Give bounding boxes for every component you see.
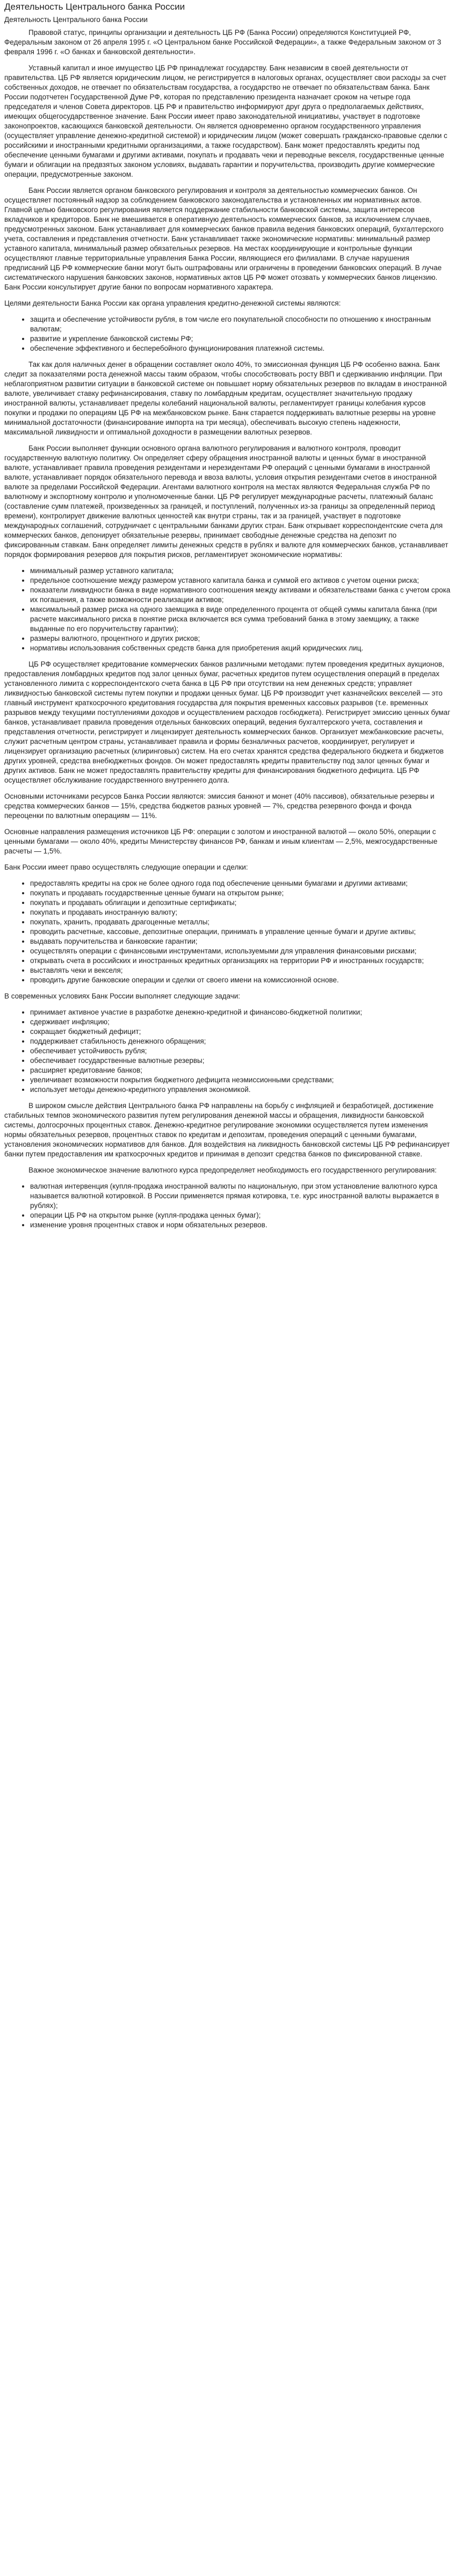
list-item: • валютная интервенция (купля-продажа иностранной валюты по национальную, при этом установление валютного курса называется валютной котировкой. В России применяется прямая котировка, т.е. курс иностранной валюты выражается в рублях);: [30, 1182, 451, 1211]
list-item: • открывать счета в российских и иностранных кредитных организациях на территории РФ и иностранных государств;: [30, 956, 451, 966]
list-item: • сокращает бюджетный дефицит;: [30, 1027, 451, 1037]
list-item: • нормативы использования собственных средств банка для приобретения акций юридических лиц.: [30, 643, 451, 653]
paragraph: Уставный капитал и иное имущество ЦБ РФ принадлежат государству. Банк независим в своей деятельности от правительства. ЦБ РФ является юридическим лицом, не регистрируется в налоговых органах, осуществляет свои расходы за счет собственных доходов, не отвечает по обязательствам государства, а государство не отвечает по обязательствам банка. Банк России подотчетен Государственной Думе РФ, которая по представлению президента назначает сроком на четыре года председателя и членов Совета директоров. ЦБ РФ и правительство информируют друг друга о предполагаемых действиях, имеющих общегосударственное значение. Банк России имеет право законодательной инициативы, участвует в подготовке законопроектов, касающихся банковской деятельности. Он является одновременно органом государственного управления (осуществляет управление денежно-кредитной системой) и юридическим лицом (может совершать гражданско-правовые сделки с российскими и иностранными кредитными организациями, а также государством). Банк может предоставлять кредиты под обеспечение ценными бумагами и другими активами, покупать и продавать чеки и переводные векселя, государственные ценные бумаги и облигации на предвзятых законом условиях, выдавать гарантии и поручительства, производить другие коммерческие операции, предусмотренные законом.: [4, 64, 447, 178]
paragraph: В современных условиях Банк России выполняет следующие задачи:: [4, 992, 241, 1000]
list-item: • проводить другие банковские операции и сделки от своего имени на комиссионной основе.: [30, 975, 451, 985]
list-item: • защита и обеспечение устойчивости рубля, в том числе его покупательной способности по отношению к иностранным валютам;: [30, 315, 451, 334]
list-item: • обеспечивает государственные валютные резервы;: [30, 1056, 451, 1066]
bullet-list: [4, 1182, 451, 1230]
list-item: • обеспечивает устойчивость рубля;: [30, 1046, 451, 1056]
list-item: • операции ЦБ РФ на открытом рынке (купля-продажа ценных бумаг);: [30, 1211, 451, 1220]
paragraph: Целями деятельности Банка России как органа управления кредитно-денежной системы являются:: [4, 299, 341, 307]
list-item: • покупать и продавать облигации и депозитные сертификаты;: [30, 898, 451, 908]
list-item: • минимальный размер уставного капитала;: [30, 566, 451, 576]
paragraph: Основные направления размещения источников ЦБ РФ: операции с золотом и иностранной валютой — около 50%, операции с ценными бумагами — около 40%, кредиты Министерству финансов РФ, банкам и иным клиентам — 2,5%, межгосударственные расчеты — 1,5%.: [4, 828, 438, 855]
document-page: [0, 0, 455, 1242]
list-item: • осуществлять операции с финансовыми инструментами, используемыми для управления финансовыми рисками;: [30, 946, 451, 956]
list-item: • предельное соотношение между размером уставного капитала банка и суммой его активов с учетом оценки риска;: [30, 576, 451, 585]
list-item: • расширяет кредитование банков;: [30, 1066, 451, 1075]
page-title: Деятельность Центрального банка России: [4, 2, 185, 12]
article-body: [4, 28, 451, 1230]
list-item: • выдавать поручительства и банковские гарантии;: [30, 937, 451, 946]
list-item: • показатели ликвидности банка в виде нормативного соотношения между активами и обязательствами банка с учетом срока их погашения, а также возможности реализации активов;: [30, 585, 451, 605]
list-item: • максимальный размер риска на одного заемщика в виде определенного процента от общей суммы капитала банка (при расчете максимального риска в понятие риска включается вся сумма требований банка в этому заемщику, а также выданные по его поручительству гарантии);: [30, 605, 451, 634]
list-item: • использует методы денежно-кредитного управления экономикой.: [30, 1085, 451, 1095]
list-item: • обеспечение эффективного и бесперебойного функционирования платежной системы.: [30, 344, 451, 353]
list-item: • размеры валютного, процентного и других рисков;: [30, 634, 451, 643]
paragraph: Банк России выполняет функции основного органа валютного регулирования и валютного контроля, проводит государственную валютную политику. Он определяет сферу обращения иностранной валюты и ценных бумаг в иностранной валюте, устанавливает правила проведения резидентами и нерезидентами РФ операций с ценными бумагами в иностранной валюте, устанавливает порядок обязательного перевода и ввоза валюты, условия открытия резидентами счетов в иностранной валюте за пределами Российской Федерации. Агентами валютного контроля на местах являются Федеральная служба РФ по валютному и экспортному контролю и уполномоченные банки. ЦБ РФ регулирует международные расчеты, платежный баланс (составление сумм платежей, произведенных за границей, и поступлений, полученных из-за границы за определенный период времени), контролирует движение валютных ценностей как внутри страны, так и за границей, участвует в подготовке международных соглашений, сотрудничает с центральными банками других стран. Банк открывает корреспондентские счета для коммерческих банков, депонирует обязательные резервы, принимает свободные денежные средства на депозит по фиксированным ставкам. Банк определяет лимиты денежных средств в рублях и валюте для коммерческих банков, устанавливает порядок формирования резервов для покрытия рисков, регламентирует экономические нормативы:: [4, 444, 449, 559]
list-item: • поддерживает стабильность денежного обращения;: [30, 1037, 451, 1046]
list-item: • покупать, хранить, продавать драгоценные металлы;: [30, 917, 451, 927]
paragraph: Банк России имеет право осуществлять следующие операции и сделки:: [4, 863, 248, 871]
list-item: • предоставлять кредиты на срок не более одного года под обеспечение ценными бумагами и другими активами;: [30, 879, 451, 888]
list-item: • сдерживает инфляцию;: [30, 1017, 451, 1027]
bullet-list: [4, 879, 451, 985]
paragraph: Правовой статус, принципы организации и деятельность ЦБ РФ (Банка России) определяются Конституцией РФ, Федеральным законом от 26 апреля 1995 г. «О Центральном банке Российской Федерации», а также Федеральным законом от 3 февраля 1996 г. «О банках и банковской деятельности».: [4, 28, 442, 56]
list-item: • выставлять чеки и векселя;: [30, 966, 451, 975]
list-item: • увеличивает возможности покрытия бюджетного дефицита неэмиссионными средствами;: [30, 1075, 451, 1085]
paragraph: ЦБ РФ осуществляет кредитование коммерческих банков различными методами: путем проведения кредитных аукционов, предоставления ломбардных кредитов под залог ценных бумаг, расчетных кредитов путем осуществления операций в пределах установленного лимита с корреспондентского счета банка в ЦБ РФ при отсутствии на нем денежных средств; управляет ликвидностью банковской системы путем покупки и продажи ценных бумаг. ЦБ РФ производит учет казначейских векселей — это главный инструмент краткосрочного кредитования государства для покрытия временных кассовых разрывов (т.е. временных разрывов между текущими поступлениями доходов и осуществлением расходов госбюджета). Регистрирует эмиссию ценных бумаг банков, устанавливает правила проведения отдельных банковских операций, ведения бухгалтерского учета, составления и представления отчетности, регистрирует и лицензирует деятельность коммерческих банков. Организует межбанковские расчеты, служит расчетным центром страны, устанавливает правила и формы безналичных расчетов, координирует, регулирует и лицензирует организацию расчетных (клиринговых) систем. На его счетах хранятся средства федерального бюджета и бюджетов других уровней, средства внебюджетных фондов. Он может предоставлять кредиты правительству под залог ценных бумаг и других активов. Банк не может предоставлять правительству кредиты для финансирования бюджетного дефицита. ЦБ РФ осуществляет обслуживание государственного внутреннего долга.: [4, 660, 451, 784]
list-item: • покупать и продавать государственные ценные бумаги на открытом рынке;: [30, 888, 451, 898]
paragraph: Так как доля наличных денег в обращении составляет около 40%, то эмиссионная функция ЦБ РФ особенно важна. Банк следит за показателями роста денежной массы таким образом, чтобы способствовать росту ВВП и сдерживанию инфляции. При неблагоприятном развитии ситуации в банковской системе он повышает норму обязательных резервов по вкладам в иностранной валюте, увеличивает ставку рефинансирования, ставку по ломбардным кредитам, осуществляет значительную продажу иностранной валюты, устанавливает пределы колебаний национальной валюты, регламентирует границы колебания курсов покупки и продажи по операциям ЦБ РФ на межбанковском рынке. Банк старается поддерживать валютные резервы на уровне минимальной достаточности (финансирование импорта на три месяца), обеспечивать высокую степень надежности, максимальной ликвидности и оптимальной доходности в размещении валютных резервов.: [4, 360, 447, 436]
list-item: • покупать и продавать иностранную валюту;: [30, 908, 451, 917]
paragraph: Важное экономическое значение валютного курса предопределяет необходимость его государственного регулирования:: [28, 1166, 437, 1174]
bullet-list: [4, 566, 451, 653]
list-item: • проводить расчетные, кассовые, депозитные операции, принимать в управление ценные бумаги и другие активы;: [30, 927, 451, 937]
paragraph: Банк России является органом банковского регулирования и контроля за деятельностью коммерческих банков. Он осуществляет постоянный надзор за соблюдением банковского законодательства и установленных им нормативных актов. Главной целью банковского регулирования является поддержание стабильности банковской системы, защита интересов вкладчиков и кредиторов. Банк не вмешивается в оперативную деятельность коммерческих банков, за исключением случаев, предусмотренных законом. Банк устанавливает для коммерческих банков правила ведения банковских операций, бухгалтерского учета, составления и представления отчетности. Банк устанавливает также экономические нормативы: минимальный размер уставного капитала, минимальный размер обязательных резервов. На местах координирующие и контрольные функции осуществляют главные территориальные управления Банка России, являющиеся его филиалами. В случае нарушения предписаний ЦБ РФ коммерческие банки могут быть оштрафованы или ограничены в проведении банковских операций. В лучае систематического нарушения банковских законов, нормативных актов ЦБ РФ может отозвать у коммерческих банков лицензию. Банк России консультирует другие банки по вопросам нормативного характера.: [4, 186, 444, 291]
list-item: • развитие и укрепление банковской системы РФ;: [30, 334, 451, 344]
list-item: • изменение уровня процентных ставок и норм обязательных резервов.: [30, 1220, 451, 1230]
bullet-list: [4, 315, 451, 353]
page-subtitle: Деятельность Центрального банка России: [4, 16, 148, 24]
paragraph: Основными источниками ресурсов Банка России являются: эмиссия банкнот и монет (40% пассивов), обязательные резервы и средства коммерческих банков — 15%, средства бюджетов разных уровней — 7%, средства резервного фонда и фонда переоценки по валютным операциям — 11%.: [4, 792, 435, 820]
paragraph: В широком смысле действия Центрального банка РФ направлены на борьбу с инфляцией и безработицей, достижение стабильных темпов экономического развития путем регулирования денежной массы и обращения, ликвидности банковской системы, долгосрочных процентных ставок. Денежно-кредитное регулирование экономики осуществляется путем изменения нормы обязательных резервов, процентных ставок по кредитам и депозитам, проведения операций с ценными бумагами, установления экономических нормативов для банков. Для воздействия на ликвидность банковской системы ЦБ РФ рефинансирует банки путем предоставления им краткосрочных кредитов и принимая в депозит средства банков по фиксированной ставке.: [4, 1102, 450, 1158]
bullet-list: [4, 1008, 451, 1095]
list-item: • принимает активное участие в разработке денежно-кредитной и финансово-бюджетной политики;: [30, 1008, 451, 1017]
